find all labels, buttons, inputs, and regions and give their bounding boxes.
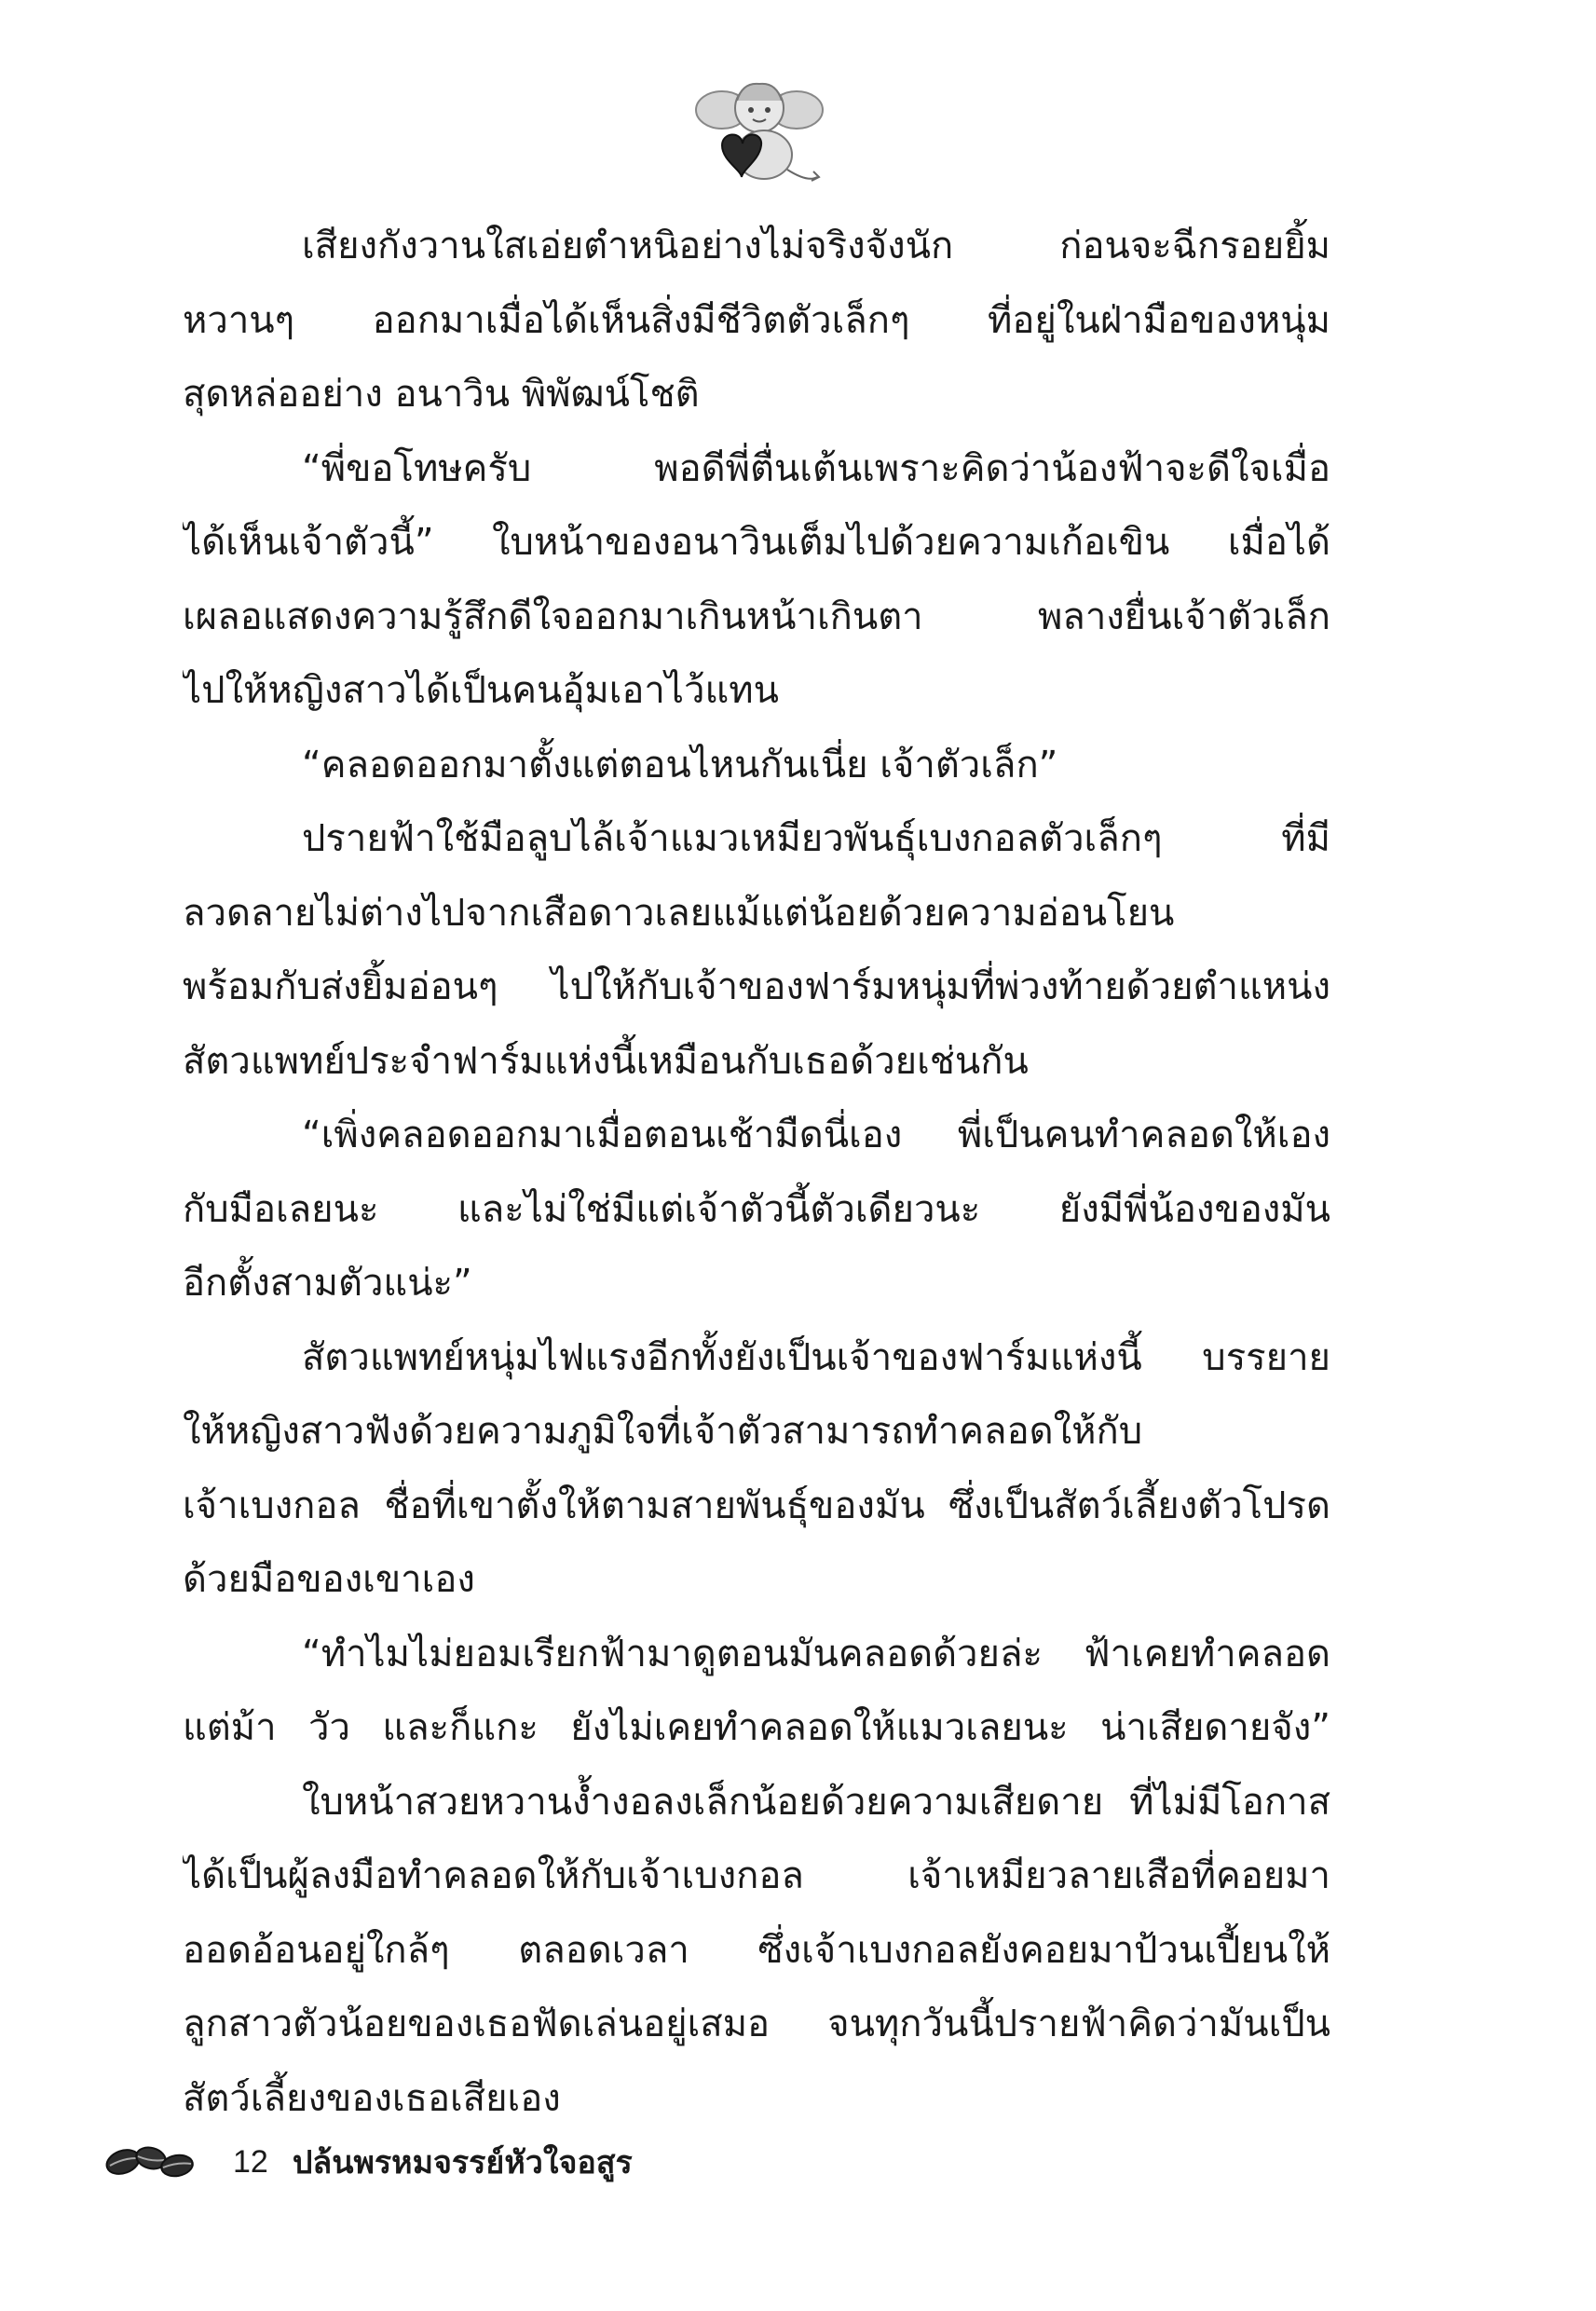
text-line: ใบหน้าสวยหวานง้ำงอลงเล็กน้อยด้วยความเสียดาย ที่ไม่มีโอกาส <box>302 1780 1330 1824</box>
page-footer <box>102 2134 633 2190</box>
text-line: สัตวแพทย์ประจำฟาร์มแห่งนี้เหมือนกับเธอด้วยเช่นกัน <box>183 1039 1029 1083</box>
text-line: หวานๆ ออกมาเมื่อได้เห็นสิ่งมีชีวิตตัวเล็กๆ ที่อยู่ในฝ่ามือของหนุ่ม <box>183 298 1330 342</box>
coffee-beans-icon <box>102 2134 196 2190</box>
text-line: สัตว์เลี้ยงของเธอเสียเอง <box>183 2076 561 2120</box>
text-line: เสียงกังวานใสเอ่ยตำหนิอย่างไม่จริงจังนัก ก่อนจะฉีกรอยยิ้ม <box>302 225 1330 267</box>
text-line: เจ้าเบงกอล ชื่อที่เขาตั้งให้ตามสายพันธุ์ของมัน ซึ่งเป็นสัตว์เลี้ยงตัวโปรด <box>183 1484 1330 1527</box>
text-line: “เพิ่งคลอดออกมาเมื่อตอนเช้ามืดนี่เอง พี่เป็นคนทำคลอดให้เอง <box>302 1114 1330 1156</box>
text-line: ให้หญิงสาวฟังด้วยความภูมิใจที่เจ้าตัวสามารถทำคลอดให้กับ <box>183 1410 1143 1453</box>
body-text <box>183 210 1330 2136</box>
book-title: ปล้นพรหมจรรย์หัวใจอสูร <box>292 2144 633 2181</box>
text-line: “พี่ขอโทษครับ พอดีพี่ตื่นเต้นเพราะคิดว่าน้องฟ้าจะดีใจเมื่อ <box>302 446 1330 490</box>
text-line: ปรายฟ้าใช้มือลูบไล้เจ้าแมวเหมียวพันธุ์เบงกอลตัวเล็กๆ ที่มี <box>302 817 1330 860</box>
text-line: ไปให้หญิงสาวได้เป็นคนอุ้มเอาไว้แทน <box>183 669 779 712</box>
text-line: ออดอ้อนอยู่ใกล้ๆ ตลอดเวลา ซึ่งเจ้าเบงกอลยังคอยมาป้วนเปี้ยนให้ <box>183 1928 1330 1972</box>
text-line: แต่ม้า วัว และก็แกะ ยังไม่เคยทำคลอดให้แมวเลยนะ น่าเสียดายจัง” <box>183 1706 1330 1749</box>
text-line: ลวดลายไม่ต่างไปจากเสือดาวเลยแม้แต่น้อยด้วยความอ่อนโยน <box>183 891 1175 935</box>
text-line: ได้เป็นผู้ลงมือทำคลอดให้กับเจ้าเบงกอล เจ้าเหมียวลายเสือที่คอยมา <box>183 1854 1330 1897</box>
text-line: กับมือเลยนะ และไม่ใช่มีแต่เจ้าตัวนี้ตัวเดียวนะ ยังมีพี่น้องของมัน <box>183 1187 1330 1231</box>
text-line: ลูกสาวตัวน้อยของเธอฟัดเล่นอยู่เสมอ จนทุกวันนี้ปรายฟ้าคิดว่ามันเป็น <box>183 2003 1330 2045</box>
page-number: 12 <box>233 2143 268 2180</box>
text-line: “ทำไมไม่ยอมเรียกฟ้ามาดูตอนมันคลอดด้วยล่ะ ฟ้าเคยทำคลอด <box>302 1632 1330 1675</box>
text-line: เผลอแสดงความรู้สึกดีใจออกมาเกินหน้าเกินตา พลางยื่นเจ้าตัวเล็ก <box>183 595 1330 638</box>
text-line: สัตวแพทย์หนุ่มไฟแรงอีกทั้งยังเป็นเจ้าของฟาร์มแห่งนี้ บรรยาย <box>302 1335 1330 1379</box>
text-line: สุดหล่ออย่าง อนาวิน พิพัฒน์โชติ <box>183 373 700 416</box>
cherub-holding-heart-icon <box>694 73 825 194</box>
text-line: ด้วยมือของเขาเอง <box>183 1558 475 1601</box>
text-line: “คลอดออกมาตั้งแต่ตอนไหนกันเนี่ย เจ้าตัวเล็ก” <box>302 743 1058 786</box>
text-line: พร้อมกับส่งยิ้มอ่อนๆ ไปให้กับเจ้าของฟาร์มหนุ่มที่พ่วงท้ายด้วยตำแหน่ง <box>183 965 1330 1008</box>
text-line: อีกตั้งสามตัวแน่ะ” <box>183 1262 472 1305</box>
text-line: ได้เห็นเจ้าตัวนี้” ใบหน้าของอนาวินเต็มไปด้วยความเก้อเขิน เมื่อได้ <box>183 521 1330 564</box>
